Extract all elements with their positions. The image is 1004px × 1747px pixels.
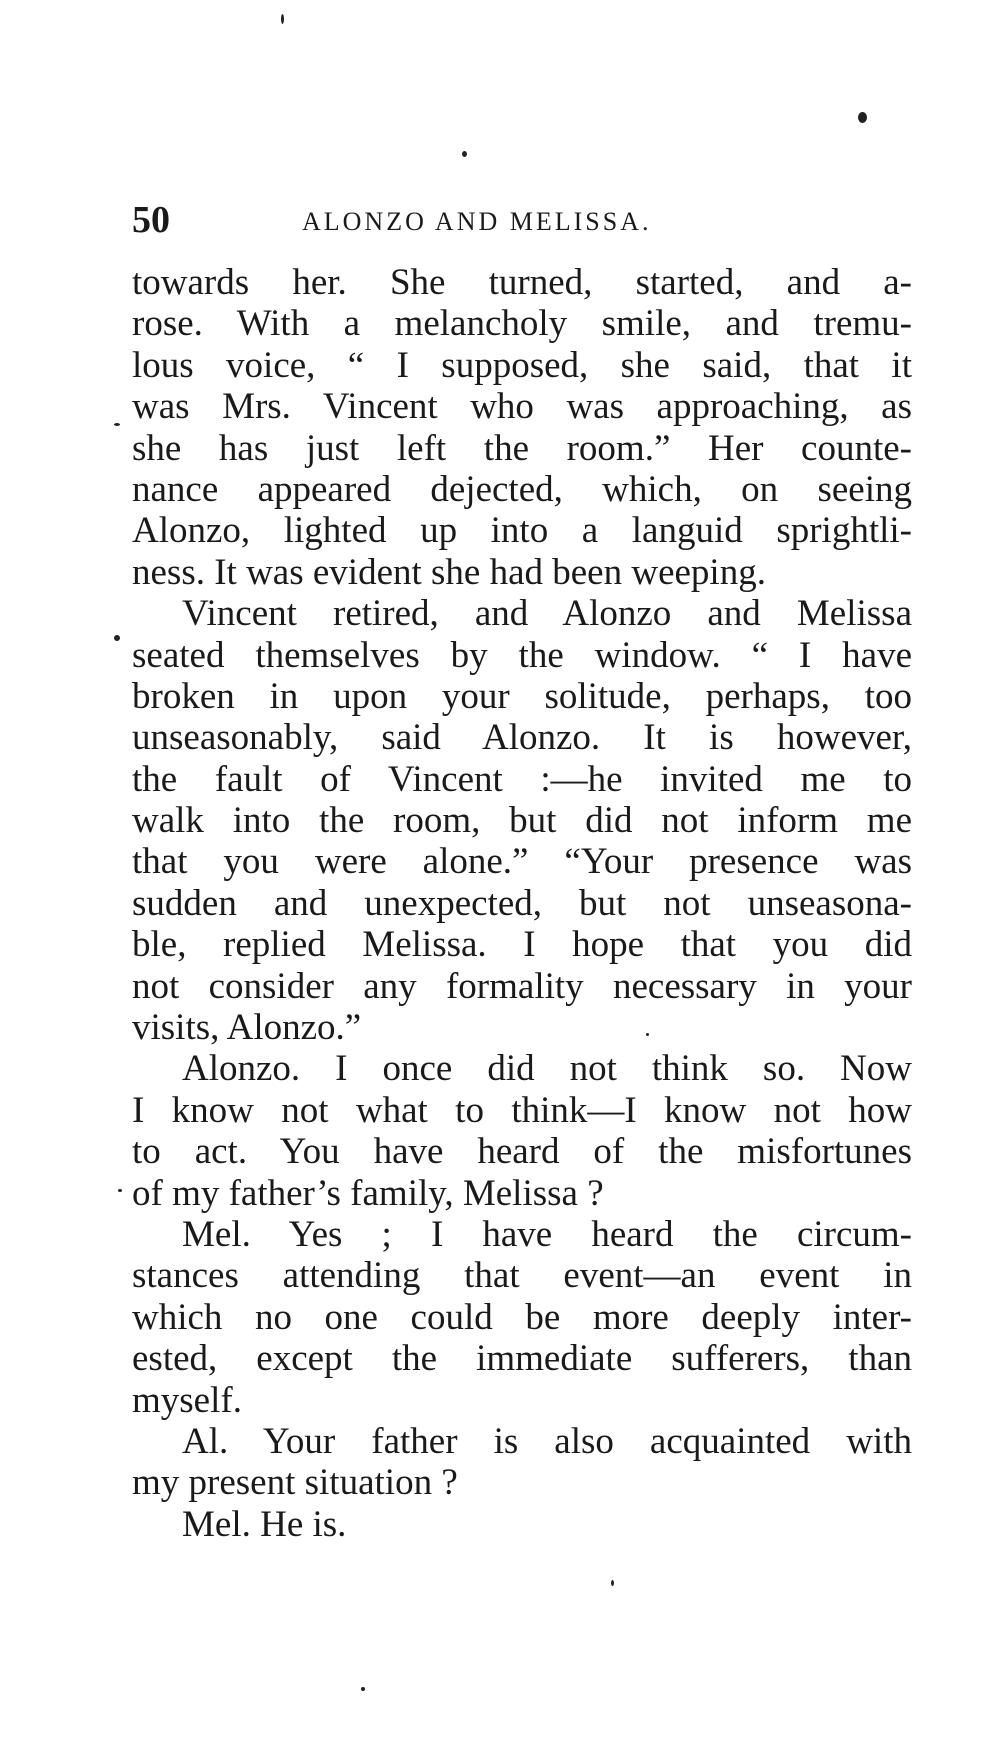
text-line: Mel. Yes ; I have heard the circum- (182, 1213, 912, 1255)
text-line: the fault of Vincent :—he invited me to (132, 758, 912, 800)
print-speck (611, 1580, 614, 1586)
text-line: seated themselves by the window. “ I have (132, 634, 912, 676)
print-speck (361, 1687, 365, 1691)
text-line: she has just left the room.” Her counte- (132, 427, 912, 469)
text-line: stances attending that event—an event in (132, 1255, 912, 1297)
text-line: not consider any formality necessary in your (132, 965, 912, 1007)
print-speck (646, 1033, 649, 1036)
page-header (132, 196, 912, 246)
text-line: I know not what to think—I know not how (132, 1089, 912, 1131)
print-speck (858, 112, 867, 123)
print-speck (114, 635, 120, 641)
page-number: 50 (132, 199, 170, 241)
text-line: ness. It was evident she had been weeping. (132, 551, 766, 593)
text-line: was Mrs. Vincent who was approaching, as (132, 386, 912, 428)
text-line: broken in upon your solitude, perhaps, too (132, 675, 912, 717)
text-line: that you were alone.” “Your presence was (132, 841, 912, 883)
running-title: ALONZO AND MELISSA. (302, 207, 652, 236)
print-speck (118, 1189, 122, 1192)
print-speck (281, 14, 284, 24)
text-line: my present situation ? (132, 1462, 458, 1504)
text-line: unseasonably, said Alonzo. It is however, (132, 717, 912, 759)
text-line: Alonzo, lighted up into a languid sprightli- (132, 510, 912, 552)
text-line: myself. (132, 1379, 242, 1421)
text-line: towards her. She turned, started, and a- (132, 262, 912, 303)
print-speck (462, 151, 467, 157)
print-speck (114, 423, 120, 426)
text-line: which no one could be more deeply inter- (132, 1296, 912, 1338)
body-text (132, 262, 912, 1545)
text-line: Vincent retired, and Alonzo and Melissa (182, 593, 912, 635)
text-line: Mel. He is. (182, 1503, 347, 1545)
text-line: Al. Your father is also acquainted with (182, 1420, 912, 1462)
text-line: rose. With a melancholy smile, and tremu- (132, 303, 912, 345)
text-line: ested, except the immediate sufferers, than (132, 1338, 912, 1380)
text-line: lous voice, “ I supposed, she said, that it (132, 344, 912, 386)
text-line: visits, Alonzo.” (132, 1007, 362, 1049)
text-line: of my father’s family, Melissa ? (132, 1172, 604, 1214)
text-line: Alonzo. I once did not think so. Now (182, 1048, 912, 1090)
text-line: walk into the room, but did not inform me (132, 800, 912, 842)
text-line: nance appeared dejected, which, on seeing (132, 468, 912, 510)
text-line: to act. You have heard of the misfortunes (132, 1131, 912, 1173)
text-line: sudden and unexpected, but not unseasona- (132, 882, 912, 924)
text-line: ble, replied Melissa. I hope that you did (132, 924, 912, 966)
